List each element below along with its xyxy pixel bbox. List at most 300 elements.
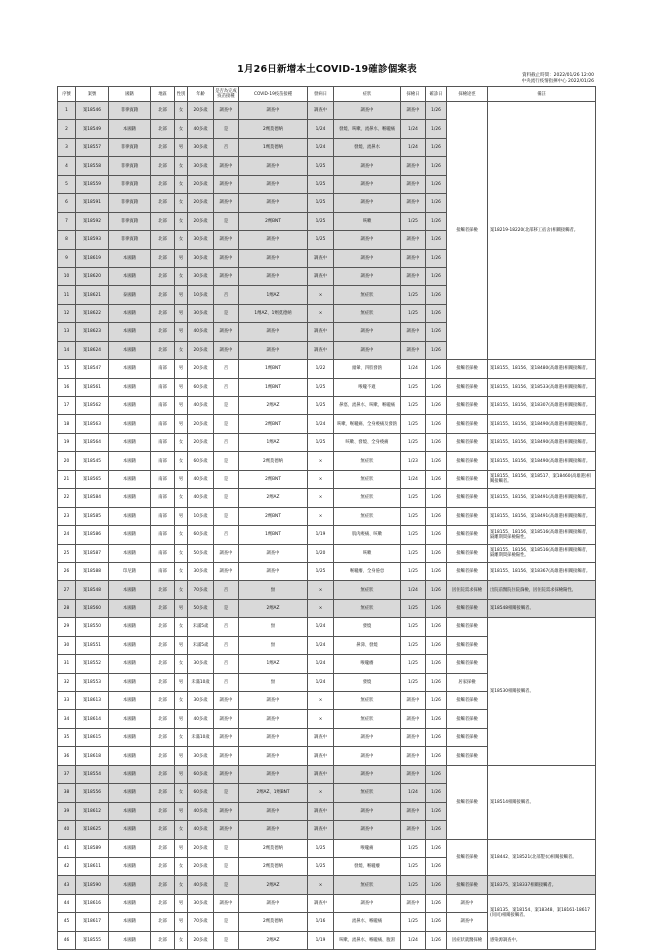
table-cell: 60多歲 [188, 378, 214, 396]
table-cell: 否 [214, 618, 239, 636]
table-cell: 無症狀 [334, 304, 401, 322]
table-cell: 女 [175, 175, 188, 193]
table-cell: 女 [175, 267, 188, 285]
table-cell: 女 [175, 821, 188, 839]
table-cell: 接觸者採檢 [447, 655, 488, 673]
table-cell: 南部 [151, 526, 175, 544]
table-cell: 30多歲 [188, 231, 214, 249]
table-cell: 調查中 [214, 323, 239, 341]
table-cell: 1/26 [426, 821, 447, 839]
table-cell: 男 [175, 765, 188, 783]
table-cell: 男 [175, 470, 188, 488]
table-cell: 否 [214, 636, 239, 654]
table-cell: 案18591 [76, 194, 109, 212]
table-cell: 1劑BNT [239, 360, 308, 378]
table-cell: 1/26 [426, 876, 447, 894]
table-cell: 1/25 [401, 378, 426, 396]
table-cell: 喉嚨痛 [334, 839, 401, 857]
table-cell: 1/26 [426, 581, 447, 599]
table-header-row [58, 87, 596, 102]
table-cell: 30多歲 [188, 304, 214, 322]
table-cell: 2劑BNT [239, 212, 308, 230]
table-cell: 46 [58, 931, 76, 949]
table-cell: 1劑AZ [239, 433, 308, 451]
table-cell: 1/26 [426, 489, 447, 507]
table-cell: 本國籍 [109, 931, 151, 949]
table-cell: 接觸者採檢 [447, 562, 488, 580]
table-cell: 1/26 [426, 913, 447, 931]
table-cell: 1/26 [426, 802, 447, 820]
table-cell: 調查中 [239, 710, 308, 728]
table-cell: 北部 [151, 618, 175, 636]
table-cell: 否 [214, 655, 239, 673]
table-cell: 調查中 [401, 102, 426, 120]
table-cell: 33 [58, 692, 76, 710]
table-cell: 女 [175, 931, 188, 949]
table-cell: 案18557 [76, 138, 109, 156]
table-cell: × [308, 507, 334, 525]
table-row [58, 599, 596, 617]
table-cell: 案18375、案18337相關接觸者。 [488, 876, 596, 894]
table-cell: 調查中 [401, 692, 426, 710]
table-cell: 菲律賓籍 [109, 175, 151, 193]
table-cell: 1/26 [426, 323, 447, 341]
table-cell: 無症狀 [334, 489, 401, 507]
table-cell: 無 [239, 581, 308, 599]
table-cell: 調查中 [214, 747, 239, 765]
table-cell: 8 [58, 231, 76, 249]
table-cell: 女 [175, 526, 188, 544]
table-cell: 北部 [151, 323, 175, 341]
table-cell: 菲律賓籍 [109, 212, 151, 230]
table-cell: 案18548相關接觸者。 [488, 599, 596, 617]
table-cell: 調查中 [334, 267, 401, 285]
table-cell: 案18589 [76, 839, 109, 857]
table-cell: 喉嚨癢 [334, 655, 401, 673]
table-cell: 1/25 [401, 655, 426, 673]
table-cell: 調查中 [214, 692, 239, 710]
table-cell: 案18623 [76, 323, 109, 341]
table-cell: 女 [175, 728, 188, 746]
table-row [58, 378, 596, 396]
table-cell: 1/26 [426, 415, 447, 433]
table-cell: 本國籍 [109, 618, 151, 636]
table-cell: 1/24 [401, 931, 426, 949]
table-cell: 接觸者採檢 [447, 102, 488, 360]
table-cell: 14 [58, 341, 76, 359]
table-cell: 北部 [151, 249, 175, 267]
table-cell: 接觸者採檢 [447, 765, 488, 839]
table-cell: × [308, 489, 334, 507]
table-cell: 20多歲 [188, 931, 214, 949]
table-cell: 40 [58, 821, 76, 839]
table-cell: 否 [214, 526, 239, 544]
table-cell: 接觸者採檢 [447, 433, 488, 451]
table-cell: 接觸者採檢 [447, 415, 488, 433]
table-cell: 菲律賓籍 [109, 194, 151, 212]
table-cell: 1/26 [426, 857, 447, 875]
table-cell: 1/26 [426, 120, 447, 138]
table-cell: 案18561 [76, 378, 109, 396]
table-cell: 30多歲 [188, 138, 214, 156]
table-cell: 女 [175, 120, 188, 138]
table-cell: 南部 [151, 489, 175, 507]
table-cell: 案18442、案18521(北部製衣)相關接觸者。 [488, 839, 596, 876]
table-cell: 案18546 [76, 102, 109, 120]
table-cell: 2劑AZ [239, 931, 308, 949]
table-cell: 北部 [151, 157, 175, 175]
table-cell: 流鼻水、喉嚨痛 [334, 913, 401, 931]
table-cell: 調查中 [214, 175, 239, 193]
table-cell: 接觸者採檢 [447, 618, 488, 636]
table-cell: 22 [58, 489, 76, 507]
table-cell: 印尼籍 [109, 562, 151, 580]
table-cell: 案18155、18156、案18491(高雄港)相關接觸者。 [488, 489, 596, 507]
table-cell: 本國籍 [109, 765, 151, 783]
table-cell: 調查中 [334, 102, 401, 120]
table-cell: 1劑莫德納 [239, 138, 308, 156]
table-cell: 案18584 [76, 489, 109, 507]
table-cell: 1/25 [401, 636, 426, 654]
table-cell: 1劑AZ [239, 655, 308, 673]
table-cell: 調查中 [308, 341, 334, 359]
table-cell: 調查中 [308, 765, 334, 783]
table-cell: 男 [175, 397, 188, 415]
table-cell: 是 [214, 415, 239, 433]
table-cell: 1/24 [401, 581, 426, 599]
column-header: 備註 [488, 87, 596, 102]
table-cell: 調查中 [214, 821, 239, 839]
table-cell: 案18593 [76, 231, 109, 249]
table-cell: 發燒 [334, 673, 401, 691]
table-cell: 調查中 [401, 728, 426, 746]
table-cell: × [308, 581, 334, 599]
table-cell: 居家採檢 [447, 673, 488, 691]
table-cell: 是 [214, 470, 239, 488]
table-cell: 調查中 [239, 894, 308, 912]
table-cell: 調查中 [308, 267, 334, 285]
column-header: 案號 [76, 87, 109, 102]
table-cell: 北部 [151, 120, 175, 138]
table-cell: 案18616 [76, 894, 109, 912]
table-cell: 案18590 [76, 876, 109, 894]
table-cell: 男 [175, 378, 188, 396]
table-cell: 接觸者採檢 [447, 507, 488, 525]
table-cell: 案18564 [76, 433, 109, 451]
table-cell: 否 [214, 581, 239, 599]
table-cell: 1/26 [426, 599, 447, 617]
table-cell: 男 [175, 599, 188, 617]
table-cell: 案18619 [76, 249, 109, 267]
table-row [58, 526, 596, 544]
table-cell: 1/25 [401, 599, 426, 617]
table-cell: 無 [239, 618, 308, 636]
table-cell: 1/25 [308, 231, 334, 249]
table-cell: 南部 [151, 507, 175, 525]
table-cell: 男 [175, 839, 188, 857]
table-cell: 出院前醫院住院篩檢，因住院需求採檢陽性。 [488, 581, 596, 599]
table-cell: 調查中 [308, 323, 334, 341]
table-cell: 北部 [151, 267, 175, 285]
table-cell: 案18155、18156、案18517、案18460(高雄港)相關接觸者。 [488, 470, 596, 488]
table-cell: 是 [214, 304, 239, 322]
table-cell: 1/24 [308, 120, 334, 138]
table-cell: 1/24 [308, 655, 334, 673]
table-cell: 21 [58, 470, 76, 488]
table-cell: 44 [58, 894, 76, 912]
table-cell: 本國籍 [109, 526, 151, 544]
table-cell: 1/24 [308, 618, 334, 636]
table-cell: 案18585 [76, 507, 109, 525]
table-cell: 接觸者採檢 [447, 378, 488, 396]
table-cell: 1/26 [426, 765, 447, 783]
table-cell: 調查中 [401, 821, 426, 839]
table-row [58, 433, 596, 451]
table-cell: 1/26 [426, 655, 447, 673]
table-cell: 1/25 [401, 839, 426, 857]
table-cell: 5 [58, 175, 76, 193]
table-cell: 調查中 [308, 821, 334, 839]
table-cell: 接觸者採檢 [447, 692, 488, 710]
table-cell: 調查中 [214, 102, 239, 120]
table-cell: 1/26 [426, 397, 447, 415]
column-header: COVID-19疫苗接種 [239, 87, 308, 102]
table-cell: 調查中 [214, 765, 239, 783]
table-cell: 1/25 [308, 839, 334, 857]
table-cell: 是 [214, 397, 239, 415]
table-cell: 1/26 [426, 894, 447, 912]
table-cell: 17 [58, 397, 76, 415]
table-cell: 男 [175, 360, 188, 378]
table-cell: 調查中 [239, 692, 308, 710]
table-cell: 本國籍 [109, 857, 151, 875]
table-cell: 案18612 [76, 802, 109, 820]
table-cell: 調查中 [214, 194, 239, 212]
table-cell: 調查中 [447, 894, 488, 912]
table-cell: 20多歲 [188, 102, 214, 120]
table-cell: 無症狀 [334, 581, 401, 599]
table-cell: 鼻塞、流鼻水、咳嗽、喉嚨痛 [334, 397, 401, 415]
table-cell: 無症狀 [334, 692, 401, 710]
table-cell: 案18592 [76, 212, 109, 230]
table-cell: 20多歲 [188, 839, 214, 857]
table-cell: 調查中 [214, 157, 239, 175]
table-cell: 女 [175, 157, 188, 175]
table-cell: 調查中 [214, 341, 239, 359]
table-cell: 1/26 [426, 452, 447, 470]
table-cell: 本國籍 [109, 378, 151, 396]
table-cell: 南部 [151, 433, 175, 451]
table-cell: 是 [214, 120, 239, 138]
table-row [58, 931, 596, 949]
table-cell: 女 [175, 489, 188, 507]
table-cell: 調查中 [334, 249, 401, 267]
table-cell: 20多歲 [188, 857, 214, 875]
table-cell: 本國籍 [109, 360, 151, 378]
table-cell: 調查中 [308, 894, 334, 912]
column-header: 地區 [151, 87, 175, 102]
table-cell: 1/26 [426, 747, 447, 765]
table-cell: 調查中 [308, 249, 334, 267]
table-cell: 1/25 [308, 157, 334, 175]
table-cell: 是 [214, 489, 239, 507]
source-text: 中央流行疫情指揮中心 2022/01/26 [521, 79, 594, 84]
table-cell: 30 [58, 636, 76, 654]
table-cell: 1/26 [426, 378, 447, 396]
table-cell: 42 [58, 857, 76, 875]
table-cell: 2劑莫德納 [239, 839, 308, 857]
table-cell: 女 [175, 194, 188, 212]
table-cell: 調查中 [214, 249, 239, 267]
table-cell: 案18587 [76, 544, 109, 562]
table-cell: 1劑BNT [239, 526, 308, 544]
table-cell: 調查中 [239, 341, 308, 359]
table-cell: 北部 [151, 212, 175, 230]
table-cell: 1/25 [401, 433, 426, 451]
table-cell: 案18624 [76, 341, 109, 359]
table-cell: 25 [58, 544, 76, 562]
table-cell: 否 [214, 138, 239, 156]
table-cell: 調查中 [239, 821, 308, 839]
table-cell: 女 [175, 102, 188, 120]
table-cell: 1/24 [308, 415, 334, 433]
table-cell: 案18554 [76, 765, 109, 783]
column-header: 採檢日 [401, 87, 426, 102]
table-cell: 女 [175, 341, 188, 359]
table-cell: 本國籍 [109, 470, 151, 488]
table-cell: 調查中 [308, 728, 334, 746]
table-cell: 調查中 [239, 728, 308, 746]
table-cell: 接觸者採檢 [447, 470, 488, 488]
table-cell: 喉嚨不適 [334, 378, 401, 396]
table-cell: 無症狀 [334, 784, 401, 802]
table-cell: 案18613 [76, 692, 109, 710]
table-cell: 13 [58, 323, 76, 341]
table-cell: 調查中 [334, 323, 401, 341]
table-cell: 調查中 [334, 802, 401, 820]
table-cell: 本國籍 [109, 304, 151, 322]
table-cell: 是 [214, 452, 239, 470]
table-cell: 否 [214, 378, 239, 396]
table-cell: 案18155、18156、案18491(高雄港)相關接觸者。 [488, 507, 596, 525]
table-cell: 19 [58, 433, 76, 451]
column-header: 序號 [58, 87, 76, 102]
table-cell: 本國籍 [109, 894, 151, 912]
table-cell: 男 [175, 673, 188, 691]
table-cell: 調查中 [239, 802, 308, 820]
table-cell: 24 [58, 526, 76, 544]
column-header: 發病日 [308, 87, 334, 102]
table-cell: 接觸者採檢 [447, 839, 488, 876]
table-cell: 1/24 [308, 636, 334, 654]
table-cell: 案18625 [76, 821, 109, 839]
table-cell: 調查中 [334, 341, 401, 359]
table-cell: 北部 [151, 231, 175, 249]
table-cell: 北部 [151, 802, 175, 820]
table-cell: 菲律賓籍 [109, 157, 151, 175]
table-cell: 無 [239, 673, 308, 691]
table-row [58, 507, 596, 525]
table-cell: 1/26 [426, 157, 447, 175]
table-cell: 本國籍 [109, 249, 151, 267]
table-cell: 北部 [151, 286, 175, 304]
table-cell: 1/25 [401, 857, 426, 875]
table-cell: 案18611 [76, 857, 109, 875]
table-cell: 調查中 [214, 894, 239, 912]
table-cell: 案18155、18156、案18490(高雄港)相關接觸者。 [488, 433, 596, 451]
table-cell: 60多歲 [188, 765, 214, 783]
table-row [58, 397, 596, 415]
table-cell: 是 [214, 507, 239, 525]
table-cell: 案18559 [76, 175, 109, 193]
table-cell: 16 [58, 378, 76, 396]
table-cell: 18 [58, 415, 76, 433]
table-cell: 無症狀 [334, 507, 401, 525]
table-cell: 因住院需求採檢 [447, 581, 488, 599]
table-cell: 調查中 [239, 267, 308, 285]
table-cell: 50多歲 [188, 544, 214, 562]
table-cell: 27 [58, 581, 76, 599]
table-cell: 1/26 [426, 175, 447, 193]
table-cell: 發燒、流鼻水 [334, 138, 401, 156]
table-cell: 男 [175, 894, 188, 912]
column-header: 年齡 [188, 87, 214, 102]
table-cell: 1/26 [426, 931, 447, 949]
table-cell: 咳嗽 [334, 544, 401, 562]
table-cell: 男 [175, 507, 188, 525]
table-cell: 2劑莫德納 [239, 452, 308, 470]
table-cell: 案18155、18156、案18533(高雄港)相關接觸者。 [488, 378, 596, 396]
table-cell: × [308, 599, 334, 617]
table-cell: 北部 [151, 728, 175, 746]
table-cell: 南部 [151, 544, 175, 562]
table-cell: 40多歲 [188, 470, 214, 488]
table-cell: 頭暈、四肢發熱 [334, 360, 401, 378]
table-cell: 調查中 [334, 194, 401, 212]
table-cell: 調查中 [239, 231, 308, 249]
table-cell: 北部 [151, 894, 175, 912]
table-cell: 1/22 [308, 360, 334, 378]
table-cell: 1/25 [308, 433, 334, 451]
table-cell: 41 [58, 839, 76, 857]
table-cell: 40多歲 [188, 821, 214, 839]
table-cell: 接觸者採檢 [447, 452, 488, 470]
table-cell: 30多歲 [188, 267, 214, 285]
table-cell: 1/26 [426, 839, 447, 857]
table-cell: 北部 [151, 876, 175, 894]
table-cell: 女 [175, 581, 188, 599]
table-cell: 本國籍 [109, 747, 151, 765]
table-cell: 調查中 [447, 913, 488, 931]
table-cell: 調查中 [401, 765, 426, 783]
table-cell: 本國籍 [109, 728, 151, 746]
table-cell: 本國籍 [109, 397, 151, 415]
table-cell: 案18548 [76, 581, 109, 599]
table-cell: 北部 [151, 341, 175, 359]
table-cell: 無症狀 [334, 286, 401, 304]
table-cell: 調查中 [334, 728, 401, 746]
table-cell: 接觸者採檢 [447, 710, 488, 728]
table-cell: 案18560 [76, 599, 109, 617]
table-cell: 38 [58, 784, 76, 802]
table-cell: 案18549 [76, 120, 109, 138]
table-cell: 案18558 [76, 157, 109, 175]
table-cell: 發燒、喉嚨癢 [334, 857, 401, 875]
table-cell: 本國籍 [109, 452, 151, 470]
table-cell: 調查中 [334, 231, 401, 249]
table-cell: 2劑AZ [239, 876, 308, 894]
table-cell: 調查中 [401, 747, 426, 765]
